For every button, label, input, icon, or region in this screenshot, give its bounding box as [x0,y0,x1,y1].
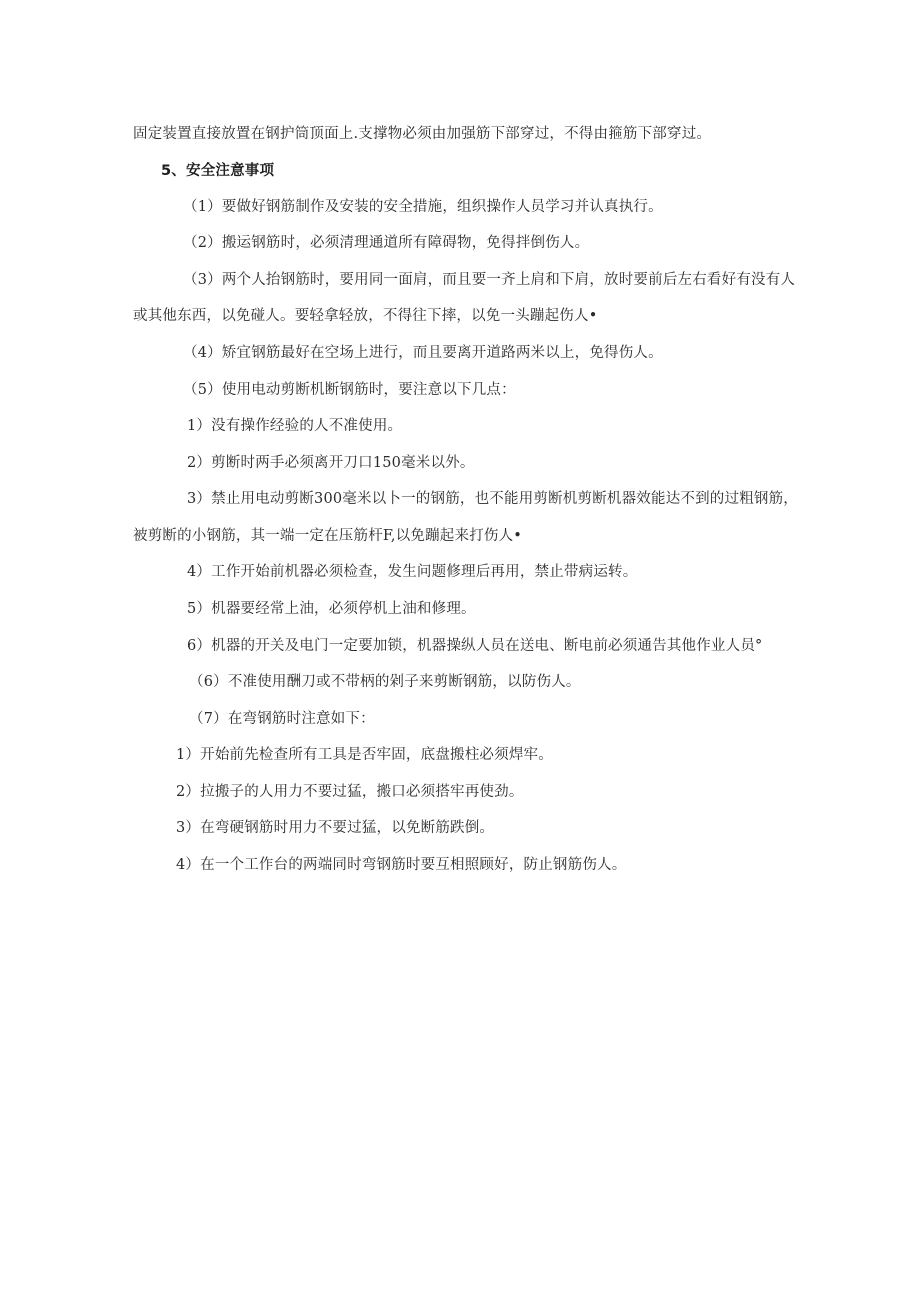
section-heading: 5、安全注意事项 [161,163,275,179]
subitem-line-3-continued: 被剪断的小钢筋，其一端一定在压筋杆F,以免蹦起来打伤人• [133,528,523,544]
item-line-1: （1）要做好钢筋制作及安装的安全措施，组织操作人员学习并认真执行。 [183,199,663,215]
item-line-3: （3）两个人抬钢筋时，要用同一面肩，而且要一齐上肩和下肩，放时要前后左右看好有没有人 [183,272,796,288]
bend-item-line-1: 1）开始前先检查所有工具是否牢固，底盘搬柱必须焊牢。 [176,747,553,763]
item-line-3-continued: 或其他东西，以免碰人。要轻拿轻放，不得往下摔，以免一头蹦起伤人• [133,308,598,324]
subitem-line-4: 4）工作开始前机器必须检查，发生问题修理后再用，禁止带病运转。 [187,564,638,580]
subitem-line-5: 5）机器要经常上油，必须停机上油和修理。 [187,601,476,617]
subitem-line-3: 3）禁止用电动剪断300毫米以卜一的钢筋，也不能用剪断机剪断机器效能达不到的过粗钢筋， [187,491,798,507]
subitem-line-1: 1）没有操作经验的人不准使用。 [187,418,403,434]
intro-line: 固定装置直接放置在钢护筒顶面上.支撑物必须由加强筋下部穿过，不得由箍筋下部穿过。 [133,126,712,142]
item-line-6: （6）不准使用酬刀或不带柄的剁子来剪断钢筋，以防伤人。 [189,674,581,690]
subitem-line-6: 6）机器的开关及电门一定要加锁，机器操纵人员在送电、断电前必须通告其他作业人员° [187,638,763,654]
subitem-line-2: 2）剪断时两手必须离开刀口150毫米以外。 [187,455,475,471]
bend-item-line-4: 4）在一个工作台的两端同时弯钢筋时要互相照顾好，防止钢筋伤人。 [176,857,627,873]
item-line-2: （2）搬运钢筋时，必须清理通道所有障碍物，免得拌倒伤人。 [183,235,590,251]
item-line-5: （5）使用电动剪断机断钢筋时，要注意以下几点： [183,382,516,398]
bend-item-line-3: 3）在弯硬钢筋时用力不要过猛，以免断筋跌倒。 [176,820,495,836]
item-line-7: （7）在弯钢筋时注意如下： [189,711,375,727]
bend-item-line-2: 2）拉搬子的人用力不要过猛，搬口必须搭牢再使劲。 [176,784,524,800]
item-line-4: （4）矫宜钢筋最好在空场上进行，而且要离开道路两米以上，免得伤人。 [183,345,663,361]
